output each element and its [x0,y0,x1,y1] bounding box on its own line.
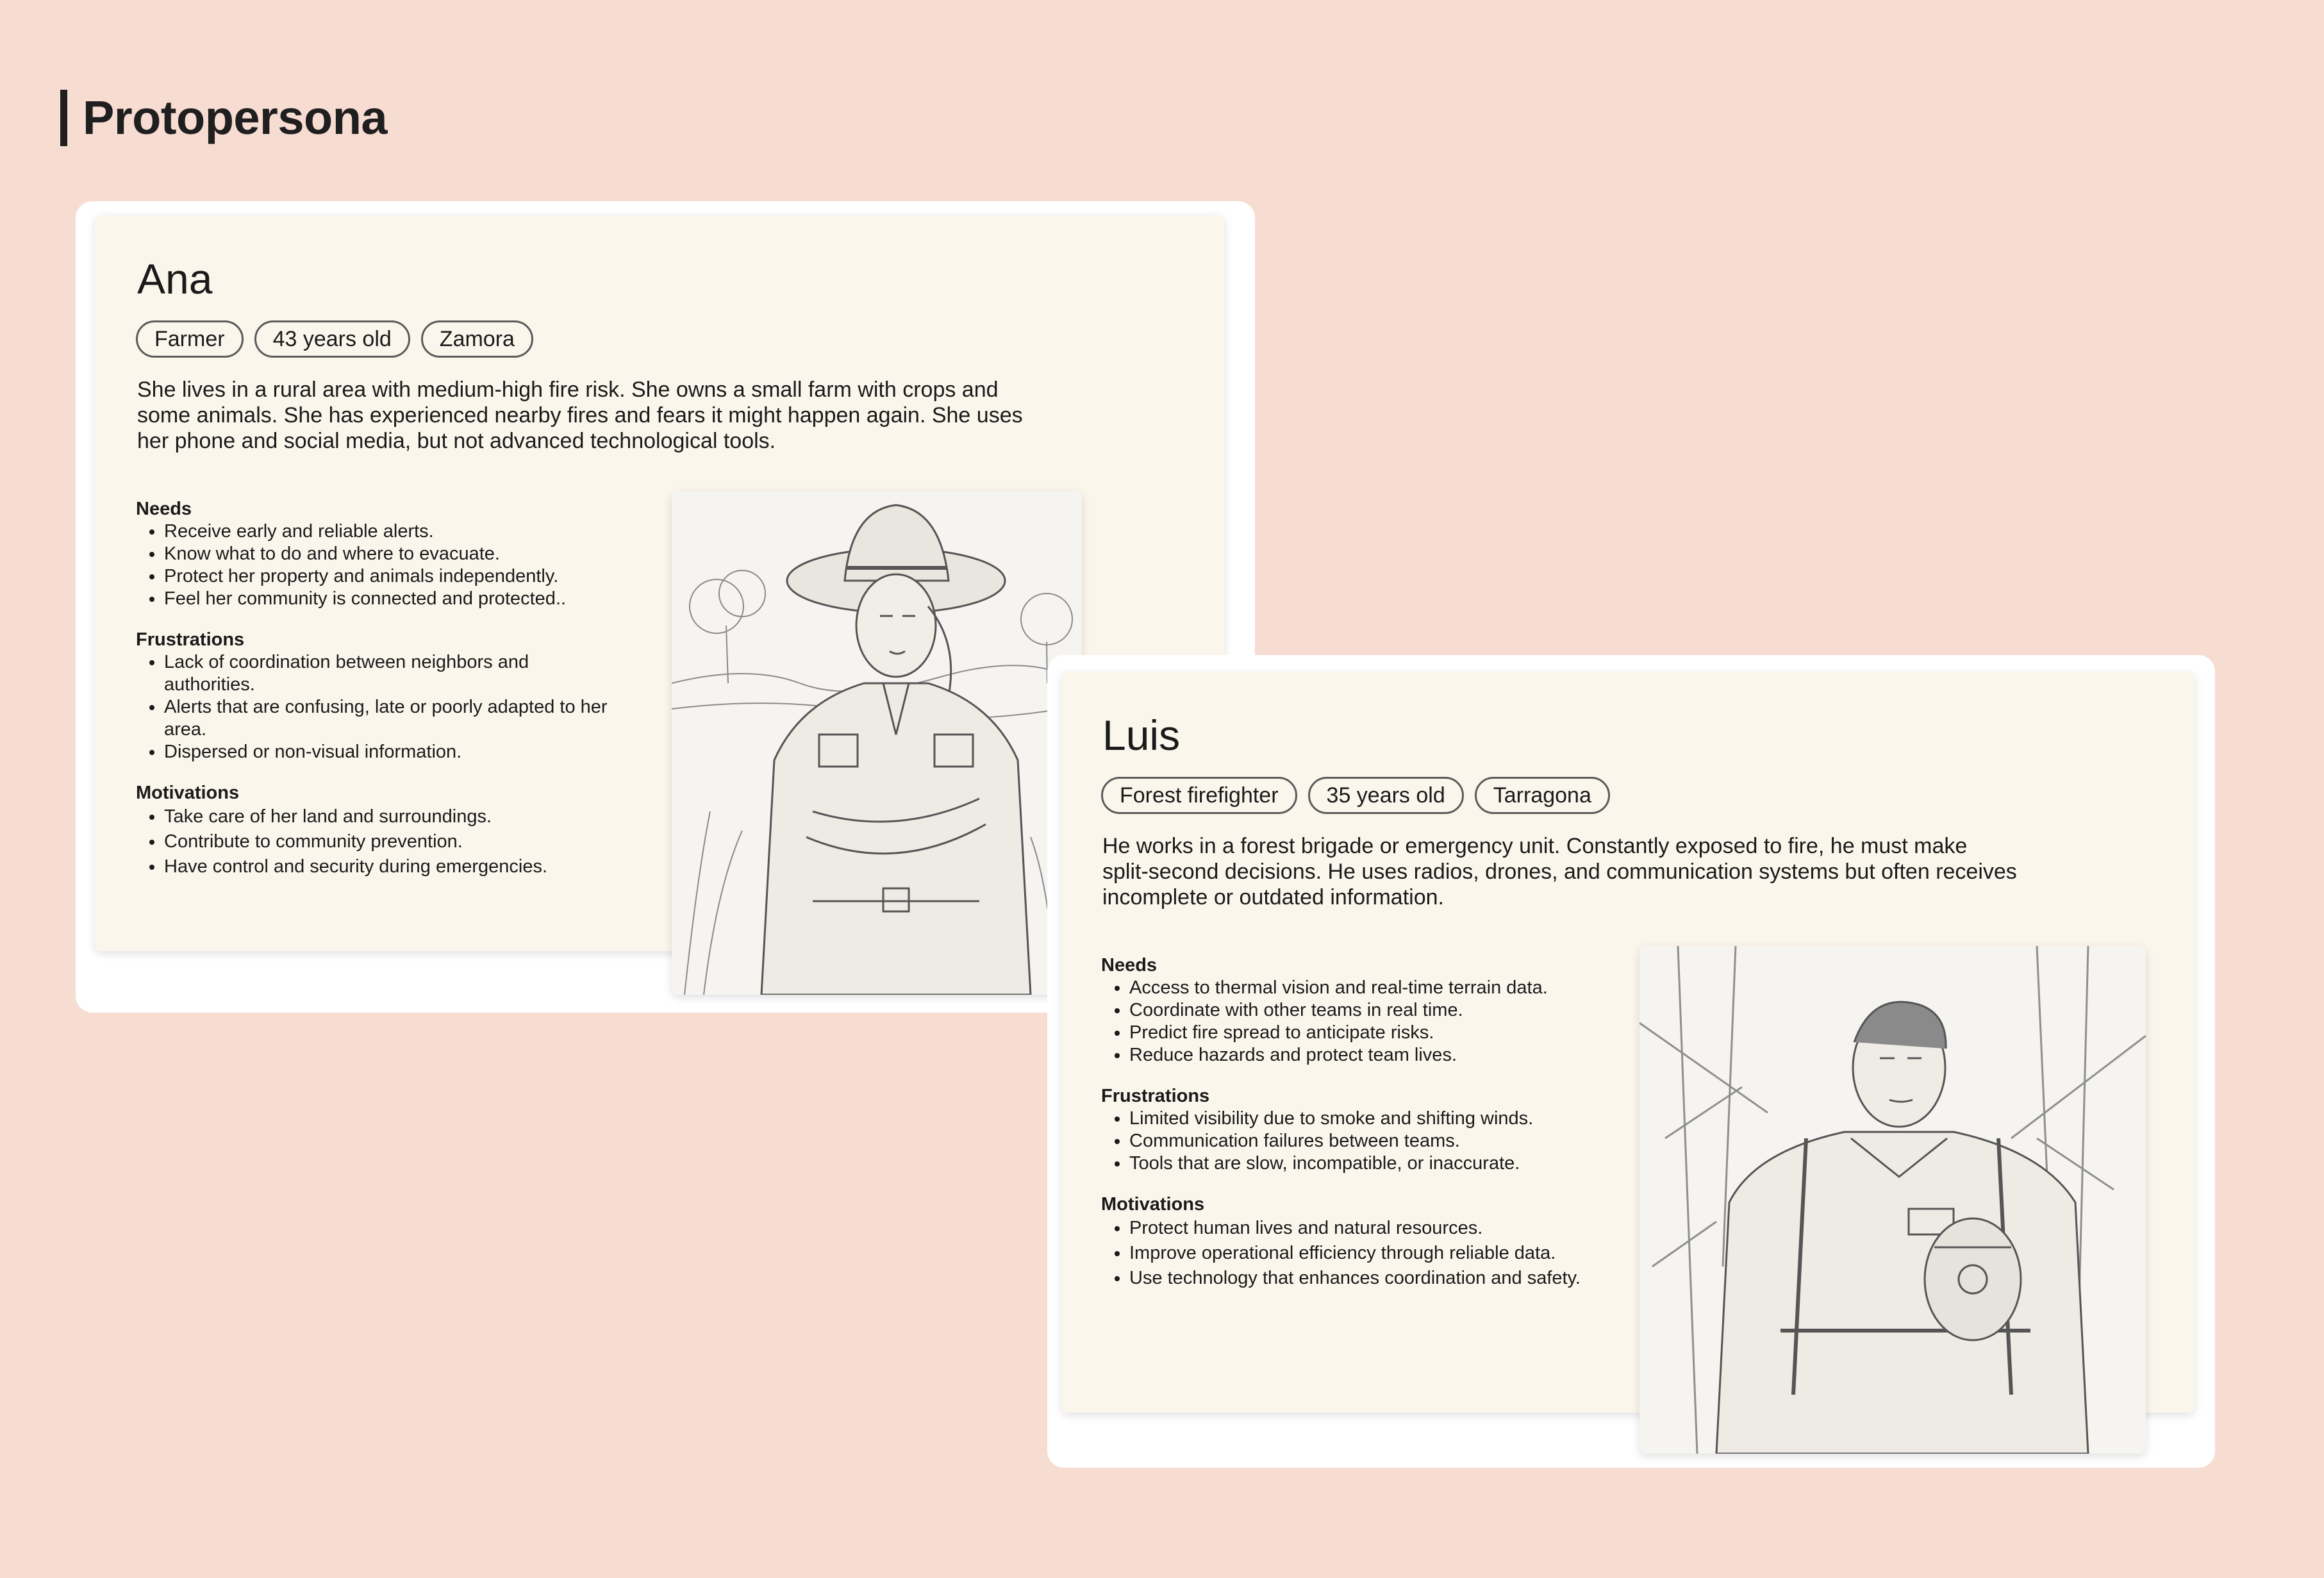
page-title: Protopersona [60,90,387,146]
needs-list [1101,977,1639,1067]
tag-location: Tarragona [1475,777,1610,814]
list-item: • Take care of her land and surroundings. [164,804,623,829]
list-item: • Alerts that are confusing, late or poorly adapted to her area. [164,696,623,741]
list-item: • Receive early and reliable alerts. [164,520,623,543]
tag-age: 43 years old [254,320,410,358]
tag-occupation: Farmer [136,320,244,358]
persona-details-luis [1101,954,1639,1309]
list-item: • Have control and security during emergencies. [164,854,623,879]
firefighter-sketch-icon [1639,946,2146,1454]
persona-illustration-ana [672,491,1082,995]
persona-tags [1101,777,1610,814]
needs-list [136,520,623,610]
frustrations-list [136,651,623,763]
motivations-list [136,804,623,879]
list-item: • Limited visibility due to smoke and shifting winds. [1129,1108,1639,1130]
persona-description: She lives in a rural area with medium-high fire risk. She owns a small farm with crops and some animals. She has experienced nearby fires and fears it might happen again. She uses her phone and social media, but not advanced technological tools. [137,378,1023,453]
list-item: • Lack of coordination between neighbors and authorities. [164,651,623,696]
frustrations-list [1101,1108,1639,1175]
list-item: • Communication failures between teams. [1129,1130,1639,1152]
persona-details-ana [136,497,623,897]
tag-occupation: Forest firefighter [1101,777,1297,814]
motivations-heading: Motivations [1101,1194,1205,1215]
list-item: • Feel her community is connected and protected.. [164,588,623,610]
list-item: • Improve operational efficiency through reliable data. [1129,1241,1639,1266]
list-item: • Protect her property and animals independently. [164,565,623,588]
persona-tags [136,320,533,358]
needs-heading: Needs [136,499,192,519]
list-item: • Know what to do and where to evacuate. [164,543,623,565]
list-item: • Predict fire spread to anticipate risks. [1129,1022,1639,1044]
persona-name: Ana [137,255,213,303]
tag-location: Zamora [421,320,533,358]
frustrations-heading: Frustrations [136,629,245,650]
list-item: • Use technology that enhances coordination and safety. [1129,1266,1639,1291]
frustrations-heading: Frustrations [1101,1086,1210,1106]
list-item: • Dispersed or non-visual information. [164,741,623,763]
persona-name: Luis [1102,711,1181,759]
needs-heading: Needs [1101,955,1158,976]
farmer-sketch-icon [672,491,1082,995]
list-item: • Tools that are slow, incompatible, or inaccurate. [1129,1152,1639,1175]
list-item: • Access to thermal vision and real-time terrain data. [1129,977,1639,999]
persona-illustration-luis [1639,946,2146,1454]
list-item: • Protect human lives and natural resources. [1129,1216,1639,1241]
motivations-list [1101,1216,1639,1291]
list-item: • Contribute to community prevention. [164,829,623,854]
tag-age: 35 years old [1308,777,1464,814]
list-item: • Reduce hazards and protect team lives. [1129,1044,1639,1067]
list-item: • Coordinate with other teams in real time. [1129,999,1639,1022]
persona-description: He works in a forest brigade or emergency unit. Constantly exposed to fire, he must make split-second decisions. He uses radios, drones, and communication systems but often receives incomplete or outdated information. [1102,834,2017,909]
motivations-heading: Motivations [136,783,240,803]
